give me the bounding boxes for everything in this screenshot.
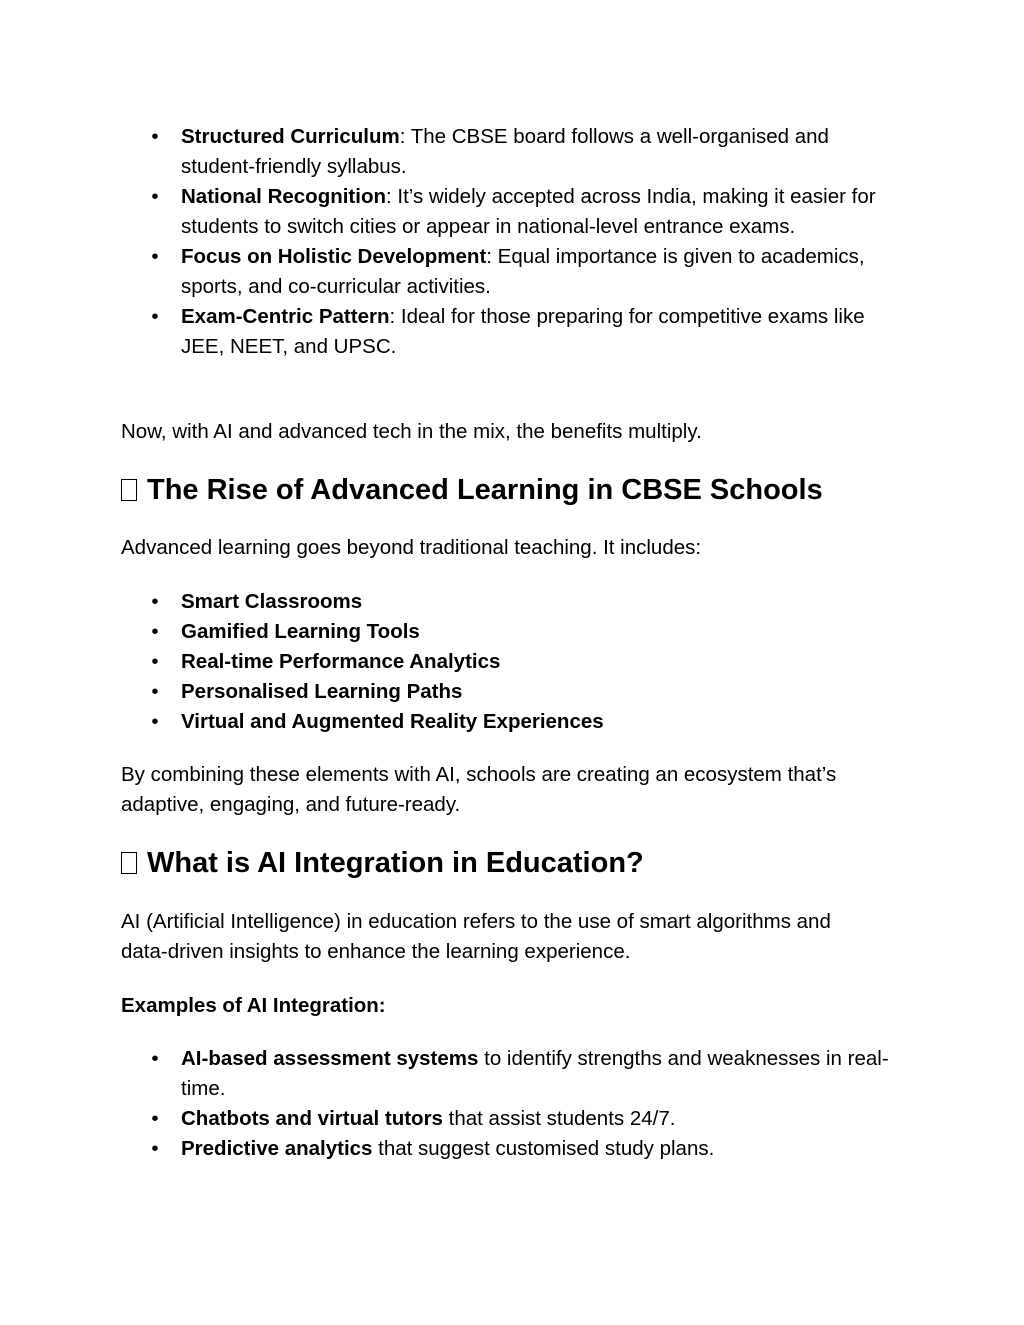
item-text: that suggest customised study plans. xyxy=(372,1137,715,1160)
list-item xyxy=(0,302,900,362)
list-item xyxy=(0,1134,900,1164)
bullet-icon: • xyxy=(151,305,159,328)
item-text: : It’s widely accepted across India, making it easier for students to switch cities or appear in national-level entrance exams. xyxy=(181,185,876,238)
paragraph: By combining these elements with AI, schools are creating an ecosystem that’s adaptive, engaging, and future-ready. xyxy=(121,763,837,816)
list-item xyxy=(0,1104,900,1134)
bullet-icon: • xyxy=(151,245,159,268)
paragraph: Now, with AI and advanced tech in the mix, the benefits multiply. xyxy=(121,420,702,443)
list-item xyxy=(0,182,900,242)
list-item xyxy=(0,587,900,617)
bullet-icon: • xyxy=(151,680,159,703)
paragraph: AI (Artificial Intelligence) in education refers to the use of smart algorithms and data-driven insights to enhance the learning experience. xyxy=(121,910,831,963)
missing-glyph-icon xyxy=(121,479,137,501)
advanced-learning-list xyxy=(0,587,900,737)
item-bold-label: Focus on Holistic Development xyxy=(181,245,487,268)
list-item xyxy=(0,677,900,707)
heading-text: What is AI Integration in Education? xyxy=(147,847,644,879)
item-text: : The CBSE board follows a well-organised and student-friendly syllabus. xyxy=(181,125,829,178)
section-heading xyxy=(121,845,911,881)
bullet-icon: • xyxy=(151,710,159,733)
item-text: : Ideal for those preparing for competitive exams like JEE, NEET, and UPSC. xyxy=(181,305,865,358)
missing-glyph-icon xyxy=(121,852,137,874)
item-text: : Equal importance is given to academics, sports, and co-curricular activities. xyxy=(181,245,865,298)
bullet-icon: • xyxy=(151,1047,159,1070)
cbse-benefits-list xyxy=(0,122,900,362)
item-bold-label: Predictive analytics xyxy=(181,1137,373,1160)
list-item xyxy=(0,647,900,677)
subheading: Examples of AI Integration: xyxy=(121,994,386,1017)
list-item xyxy=(0,1044,900,1104)
ai-examples-list xyxy=(0,1044,900,1164)
item-bold-label: Personalised Learning Paths xyxy=(181,680,463,703)
item-bold-label: Structured Curriculum xyxy=(181,125,400,148)
list-item xyxy=(0,122,900,182)
bullet-icon: • xyxy=(151,185,159,208)
item-text: to identify strengths and weaknesses in real-time. xyxy=(181,1047,889,1100)
item-bold-label: National Recognition xyxy=(181,185,386,208)
heading-text: The Rise of Advanced Learning in CBSE Schools xyxy=(147,474,823,506)
bullet-icon: • xyxy=(151,1107,159,1130)
list-item xyxy=(0,707,900,737)
bullet-icon: • xyxy=(151,590,159,613)
paragraph: Advanced learning goes beyond traditional teaching. It includes: xyxy=(121,536,702,559)
bullet-icon: • xyxy=(151,620,159,643)
item-bold-label: Exam-Centric Pattern xyxy=(181,305,390,328)
item-bold-label: Virtual and Augmented Reality Experiences xyxy=(181,710,604,733)
item-bold-label: AI-based assessment systems xyxy=(181,1047,479,1070)
item-bold-label: Gamified Learning Tools xyxy=(181,620,420,643)
item-text: that assist students 24/7. xyxy=(442,1107,676,1130)
list-item xyxy=(0,242,900,302)
item-bold-label: Real-time Performance Analytics xyxy=(181,650,501,673)
section-heading xyxy=(121,472,911,508)
item-bold-label: Smart Classrooms xyxy=(181,590,363,613)
bullet-icon: • xyxy=(151,125,159,148)
list-item xyxy=(0,617,900,647)
bullet-icon: • xyxy=(151,1137,159,1160)
item-bold-label: Chatbots and virtual tutors xyxy=(181,1107,443,1130)
bullet-icon: • xyxy=(151,650,159,673)
